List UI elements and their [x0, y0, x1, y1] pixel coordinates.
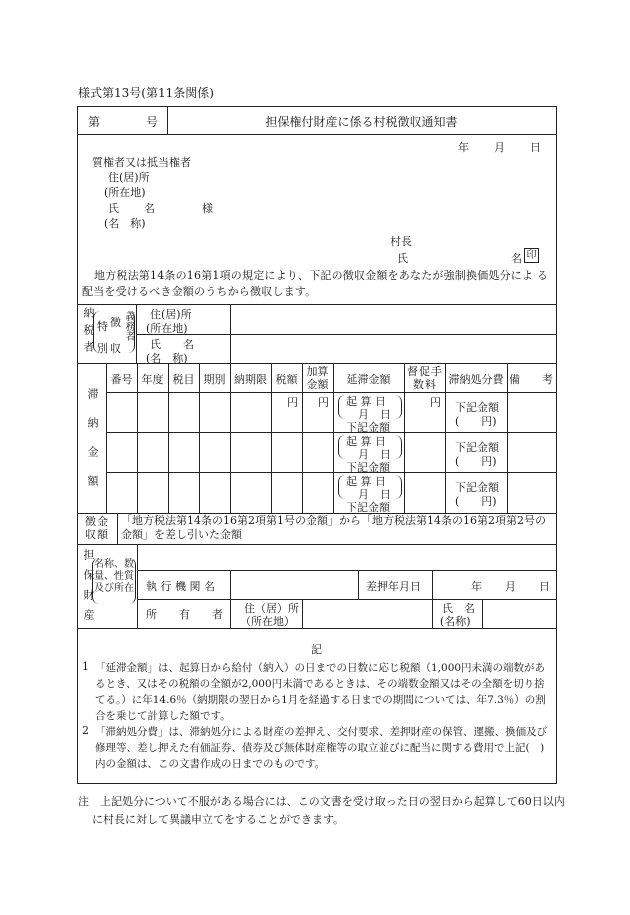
footer-note: 注 上記処分について不服がある場合には、この文書を受け取った日の翌日から起算して60日以内に村長に対して異議申立てをすることができます。: [78, 795, 565, 826]
header-nokigen: 納期限: [234, 373, 267, 386]
addressee-name-a: 氏: [108, 202, 119, 215]
intro-text: 地方税法第14条の16第1項の規定により、下記の徴収金額をあなたが強制換価処分によ る配当を受けるべき金額のうちから徴収します。: [82, 269, 549, 298]
entai-kisan: 起 算 日: [346, 435, 386, 448]
notes-heading: 記: [311, 643, 322, 656]
seize-year: 年: [471, 580, 482, 593]
addressee-address-sub: (所在地): [104, 186, 146, 199]
taxpayer-vertical-label: 納税者: [82, 307, 95, 358]
note-2-number: 2: [82, 724, 89, 737]
shobun-kakin: 下記金額: [455, 441, 499, 454]
taxpayer-name-label: 氏 名: [150, 338, 194, 351]
owner-label: 所 有 者: [146, 608, 223, 621]
seize-day: 日: [539, 580, 550, 593]
seize-date-label: 差押年月日: [366, 580, 421, 593]
taxpayer-shu: 収: [110, 342, 121, 355]
entai-tsukihi: 月 日: [358, 488, 391, 501]
note-1-number: 1: [82, 660, 89, 673]
sender-title: 村長: [390, 235, 412, 248]
collection-label: 徴金収額: [85, 515, 109, 541]
shobun-kakin: 下記金額: [455, 481, 499, 494]
unit-zeigaku: 円: [287, 396, 298, 409]
arrears-vertical-label: 滞納金額: [86, 388, 99, 504]
sender-mei: 名: [511, 252, 522, 265]
date-month: 月: [494, 141, 505, 154]
entai-tsukihi: 月 日: [358, 448, 391, 461]
seize-month: 月: [505, 580, 516, 593]
collateral-vertical-label: 担保財産: [82, 549, 95, 629]
unit-kasan: 円: [318, 396, 329, 409]
number-label: 第: [88, 115, 101, 129]
shobun-kakin: 下記金額: [455, 401, 499, 414]
taxpayer-choshu: 徴: [110, 316, 121, 329]
collateral-kind: 名称、数量、性質及び所在: [94, 559, 134, 594]
taxpayer-address-label: 住(居)所: [150, 308, 192, 321]
header-nendo: 年度: [141, 373, 164, 386]
agency-label: 執 行 機 関 名: [146, 580, 215, 593]
header-zeigaku: 税額: [275, 373, 298, 386]
unit-tokusoku: 円: [430, 396, 441, 409]
taxpayer-name-sub: (名 称): [146, 352, 188, 365]
entai-kakin: 下記金額: [346, 501, 390, 514]
entai-kisan: 起 算 日: [346, 395, 386, 408]
header-kibetsu: 期別: [203, 373, 226, 386]
addressee-address-label: 住(居)所: [108, 171, 150, 184]
seal-mark: 印: [524, 248, 539, 263]
header-zeimoku: 税目: [172, 373, 195, 386]
collection-text: 「地方税法第14条の16第2項第1号の金額」から「地方税法第14条の16第2項第2号の金額」を差し引いた金額: [121, 514, 546, 541]
number-suffix: 号: [146, 115, 159, 129]
header-kasankingaku: 加算金額: [306, 365, 329, 391]
addressee-name-b: 名: [144, 202, 155, 215]
owner-name-sub: (名称): [440, 615, 471, 628]
addressee-sama: 様: [202, 202, 213, 215]
addressee-heading: 質権者又は抵当権者: [92, 156, 191, 169]
document-title: 担保権付財産に係る村税徴収通知書: [265, 115, 458, 129]
entai-kisan: 起 算 日: [346, 475, 386, 488]
header-bango: 番号: [110, 373, 133, 386]
header-biko: 備 考: [509, 373, 553, 386]
taxpayer-toku: 特: [97, 320, 108, 333]
date-day: 日: [530, 141, 541, 154]
date-year: 年: [458, 141, 469, 154]
owner-address-sub: （所在地）: [240, 615, 295, 628]
shobun-yen: ( 円): [455, 495, 497, 508]
entai-kakin: 下記金額: [346, 461, 390, 474]
entai-tsukihi: 月 日: [358, 408, 391, 421]
sender-shi: 氏: [397, 252, 408, 265]
shobun-yen: ( 円): [455, 455, 497, 468]
addressee-name-sub: (名 称): [104, 217, 146, 230]
form-number: 様式第13号(第11条関係): [78, 86, 214, 100]
header-taino-shobunhi: 滞納処分費: [448, 373, 504, 386]
taxpayer-gimusha: 義務者: [123, 311, 134, 341]
owner-address-label: 住（居）所: [244, 602, 299, 615]
note-1-text: 「延滞金額」は、起算日から給付（納入）の日までの日数に応じ税額（1,000円未満の端数があるとき、又はその税額の全額が2,000円未満であるときは、その端数金額又はその全額を切り捨てる。）に年14.6％（納期限の翌日から1月を経過する日までの期間については、年7.3％）の割合を乗じて計算した額です。: [95, 662, 546, 722]
header-tokusoku: 督促手数料: [407, 365, 443, 391]
taxpayer-address-sub: (所在地): [146, 322, 188, 335]
header-entaikingaku: 延滞金額: [346, 373, 391, 386]
taxpayer-betsu: 別: [97, 342, 108, 355]
note-2-text: 「滞納処分費」は、滞納処分による財産の差押え、交付要求、差押財産の保管、運搬、換価及び修理等、差し押えた有価証券、債券及び無体財産権等の取立並びに配当に関する費用で上記( )内の金額は、この文書作成の日までのものです。: [95, 726, 548, 770]
owner-name-label: 氏 名: [442, 602, 475, 615]
entai-kakin: 下記金額: [346, 421, 390, 434]
shobun-yen: ( 円): [455, 415, 497, 428]
